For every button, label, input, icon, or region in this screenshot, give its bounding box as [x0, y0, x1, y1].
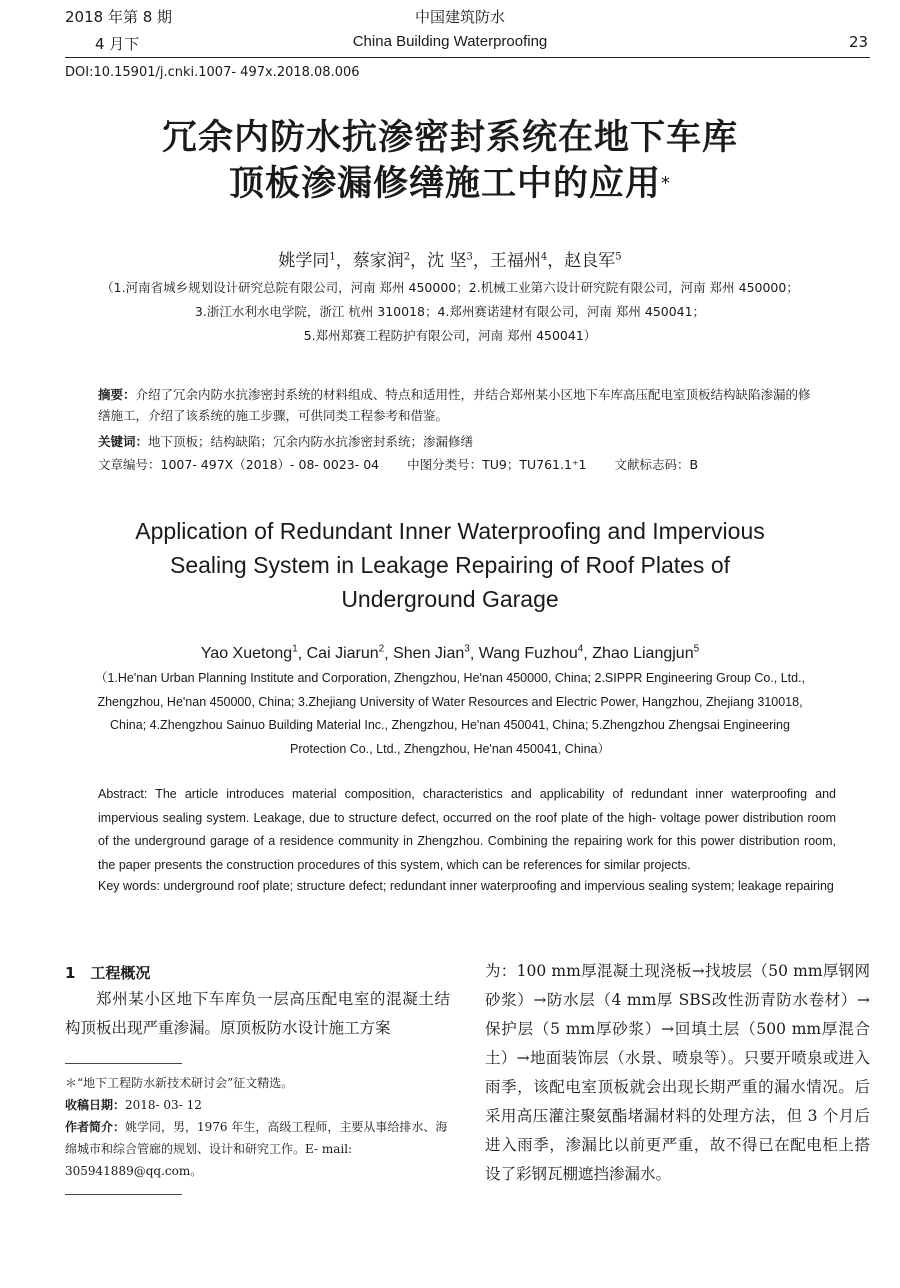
author-cn: 蔡家润$^2$	[352, 251, 411, 271]
section-body-left: 郑州某小区地下车库负一层高压配电室的混凝土结构顶板出现严重渗漏。原顶板防水设计施工方案	[65, 990, 450, 1037]
affiliation-line: 3.浙江水利水电学院，浙江 杭州 310018；4.郑州赛诺建材有限公司，河南 郑州 450041；	[194, 304, 706, 319]
title-en	[0, 514, 900, 616]
abstract-en-text: The article introduces material composition, characteristics and applicability of redundant inner waterproofing and impervious sealing system. Leakage, due to structure defect, occurred on the roof plate of the high- voltage power distribution room of the underground garage of a residence community in Zhengzhou. Combining the repairing work for this power distribution room, the paper presents the construction procedures of this system, which can be references for similar projects.	[98, 787, 836, 872]
title-cn-line2: 顶板渗漏修缮施工中的应用*	[228, 164, 671, 204]
author-cn: 姚学同$^1$	[278, 251, 336, 271]
article-meta	[98, 454, 822, 475]
affiliations-en: （1.He'nan Urban Planning Institute and Corporation, Zhengzhou, He'nan 450000, China; 2.SIPPR Engineering Group Co., Ltd., Zhengzhou, He'nan 450000, China; 3.Zhejiang University of Water Resources and Electric Power, Hangzhou, Zhejiang 310018, China; 4.Zhengzhou Sainuo Building Material Inc., Zhengzhou, He'nan 450041, China; 5.Zhengzhou Zhengsai Engineering Protection Co., Ltd., Zhengzhou, He'nan 450041, China）	[94, 671, 806, 756]
title-en-line2: Sealing System in Leakage Repairing of Roof Plates of	[170, 552, 730, 578]
journal-en-label: China Building Waterproofing	[352, 33, 548, 50]
title-cn-line1: 冗余内防水抗渗密封系统在地下车库	[161, 118, 738, 158]
title-en-line3: Underground Garage	[341, 586, 559, 612]
abstract-en	[98, 783, 836, 877]
title-footnote-mark: *	[661, 173, 671, 194]
footnote-note: ＊“地下工程防水新技术研讨会”征文精选。	[65, 1076, 294, 1090]
doi: DOI:10.15901/j.cnki.1007- 497x.2018.08.006	[65, 65, 360, 80]
author-cn: 赵良军$^5$	[564, 251, 622, 271]
author-cn: 王福州$^4$	[489, 251, 548, 271]
author-en: Shen Jian$^3$	[393, 644, 470, 663]
footnote-bottom-rule	[65, 1194, 182, 1195]
affiliations-cn	[0, 276, 900, 348]
footnote-rule	[65, 1063, 182, 1064]
title-en-line1: Application of Redundant Inner Waterproofing and Impervious	[135, 518, 765, 544]
author-en: Wang Fuzhou$^4$	[478, 644, 584, 663]
author-en: Cai Jiarun$^2$	[306, 644, 385, 663]
month-label: 4 月下	[95, 35, 140, 53]
page-number: 23	[849, 33, 869, 51]
article-number: 文章编号：1007- 497X（2018）- 08- 0023- 04	[98, 457, 380, 472]
author-en: Zhao Liangjun$^5$	[592, 644, 700, 663]
title-cn	[0, 115, 900, 207]
header-rule	[65, 57, 870, 58]
author-cn: 沈 坚$^3$	[427, 251, 473, 271]
affiliation-line: （1.河南省城乡规划设计研究总院有限公司，河南 郑州 450000；2.机械工业第六设计研究院有限公司，河南 郑州 450000；	[101, 280, 799, 295]
clc-number: 中图分类号：TU9；TU761.1⁺1	[407, 457, 587, 472]
keywords-en	[98, 875, 836, 899]
section-title: 1 工程概况	[65, 964, 151, 982]
keywords-cn-text: 地下顶板；结构缺陷；冗余内防水抗渗密封系统；渗漏修缮	[148, 434, 474, 449]
author-en: Yao Xuetong$^1$	[200, 644, 298, 663]
document-code: 文献标志码：B	[614, 457, 699, 472]
keywords-en-label: Key words:	[98, 879, 164, 893]
section-body-right: 为：100 mm厚混凝土现浇板→找坡层（50 mm厚钢网砂浆）→防水层（4 mm厚 SBS改性沥青防水卷材）→保护层（5 mm厚砂浆）→回填土层（500 mm厚混合土）→地面装饰层（水景、喷泉等）。只要开喷泉或进入雨季，该配电室顶板就会出现长期严重的漏水情况。后采用高压灌注聚氨酯堵漏材料的处理方法，但 3 个月后进入雨季，渗漏比以前更严重，故不得已在配电柜上搭设了彩钢瓦棚遮挡渗漏水。	[485, 962, 870, 1183]
received-date: 收稿日期：2018- 03- 12	[65, 1098, 202, 1112]
keywords-cn	[98, 431, 822, 452]
affiliation-line: 5.郑州郑赛工程防护有限公司，河南 郑州 450041）	[303, 328, 597, 343]
keywords-cn-label: 关键词：	[98, 434, 149, 449]
abstract-cn-text: 介绍了冗余内防水抗渗密封系统的材料组成、特点和适用性，并结合郑州某小区地下车库高压配电室顶板结构缺陷渗漏的修缮施工，介绍了该系统的施工步骤，可供同类工程参考和借鉴。	[98, 387, 811, 423]
journal-cn-label: 中国建筑防水	[415, 8, 506, 26]
abstract-en-label: Abstract:	[98, 787, 156, 801]
abstract-cn	[98, 384, 822, 426]
issue-label: 2018 年第 8 期	[65, 8, 173, 26]
authors-cn: 姚学同$^1$，蔡家润$^2$，沈 坚$^3$，王福州$^4$，赵良军$^5$	[278, 251, 622, 271]
abstract-cn-label: 摘要：	[98, 387, 136, 402]
authors-en: Yao Xuetong$^1$, Cai Jiarun$^2$, Shen Jian$^3$, Wang Fuzhou$^4$, Zhao Liangjun$^5$	[200, 644, 700, 663]
keywords-en-text: underground roof plate; structure defect; redundant inner waterproofing and impervious sealing system; leakage repairing	[163, 879, 834, 893]
author-bio: 作者简介：姚学同，男，1976 年生，高级工程师，主要从事给排水、海绵城市和综合管廊的规划、设计和研究工作。E- mail: 305941889@qq.com。	[65, 1120, 448, 1178]
footnote	[65, 1072, 450, 1182]
